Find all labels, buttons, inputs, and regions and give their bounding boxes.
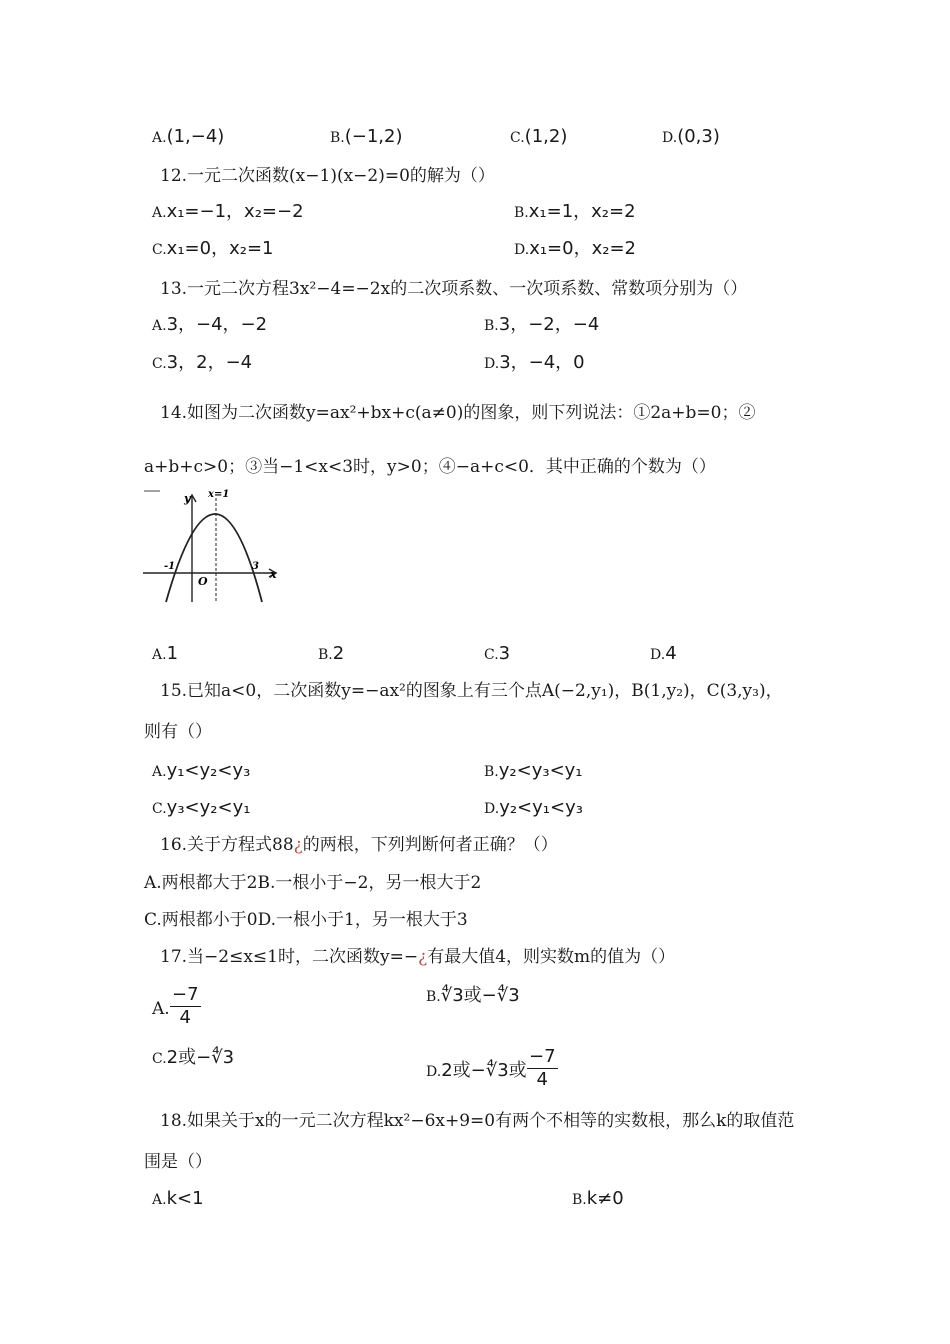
q12-option-c: C.x₁=0，x₂=1 bbox=[152, 238, 274, 259]
q13-stem: 13.一元二次方程3x²−4=−2x的二次项系数、一次项系数、常数项分别为（） bbox=[160, 279, 748, 299]
unrendered-formula-mark: ¿ bbox=[293, 835, 303, 855]
q15-option-b: B.y₂<y₃<y₁ bbox=[484, 760, 583, 781]
q14-stem-line2: a+b+c>0；③当−1<x<3时，y>0；④−a+c<0．其中正确的个数为（） bbox=[144, 457, 716, 477]
q11-option-b: B.(−1,2) bbox=[330, 126, 403, 147]
label-vline: x=1 bbox=[208, 489, 230, 500]
q17-stem: 17.当−2≤x≤1时，二次函数y=−¿有最大值4，则实数m的值为（） bbox=[160, 947, 676, 967]
label-left-root: -1 bbox=[164, 561, 176, 572]
q13-option-b: B.3，−2，−4 bbox=[484, 314, 600, 335]
q14-option-a: A.1 bbox=[152, 643, 179, 664]
q16-options-cd: C.两根都小于0D.一根小于1，另一根大于3 bbox=[144, 910, 468, 930]
label-origin: O bbox=[198, 575, 208, 588]
parabola-curve bbox=[166, 514, 262, 602]
q14-option-c: C.3 bbox=[484, 643, 511, 664]
q12-stem: 12.一元二次函数(x−1)(x−2)=0的解为（） bbox=[160, 166, 495, 186]
q18-option-a: A.k<1 bbox=[152, 1188, 204, 1209]
q11-option-a: A.(1,−4) bbox=[152, 126, 225, 147]
q11-option-c: C.(1,2) bbox=[510, 126, 568, 147]
q14-option-d: D.4 bbox=[650, 643, 677, 664]
q17-option-a-fraction: $\frac{-7}{4}$ bbox=[172, 984, 199, 1028]
q17-option-b: B.∜3或−∜3 bbox=[426, 985, 520, 1006]
q16-options-ab: A.两根都大于2B.一根小于−2，另一根大于2 bbox=[144, 873, 482, 893]
unrendered-formula-mark: ¿ bbox=[418, 947, 428, 967]
q14-option-b: B.2 bbox=[318, 643, 345, 664]
q12-option-b: B.x₁=1，x₂=2 bbox=[514, 201, 636, 222]
q13-option-c: C.3，2，−4 bbox=[152, 352, 253, 373]
q14-parabola-graph bbox=[140, 484, 285, 609]
q13-option-a: A.3，−4，−2 bbox=[152, 314, 268, 335]
q12-option-d: D.x₁=0，x₂=2 bbox=[514, 238, 636, 259]
q15-stem-line2: 则有（） bbox=[144, 722, 212, 742]
q18-option-b: B.k≠0 bbox=[572, 1188, 624, 1209]
label-x: x bbox=[270, 568, 277, 581]
q11-option-d: D.(0,3) bbox=[662, 126, 720, 147]
q17-option-d-fraction: $\frac{-7}{4}$ bbox=[529, 1046, 556, 1090]
q15-option-d: D.y₂<y₁<y₃ bbox=[484, 797, 583, 818]
q12-option-a: A.x₁=−1，x₂=−2 bbox=[152, 201, 304, 222]
q14-stem-line1: 14.如图为二次函数y=ax²+bx+c(a≠0)的图象，则下列说法：①2a+b=0；② bbox=[160, 403, 756, 423]
label-y: y bbox=[184, 492, 191, 505]
q17-option-c: C.2或−∜3 bbox=[152, 1047, 235, 1068]
q15-stem-line1: 15.已知a<0，二次函数y=−ax²的图象上有三个点A(−2,y₁)，B(1,y₂)，C(3,y₃)， bbox=[160, 681, 783, 701]
q16-stem: 16.关于方程式88¿的两根，下列判断何者正确？（） bbox=[160, 835, 558, 855]
q15-option-a: A.y₁<y₂<y₃ bbox=[152, 760, 251, 781]
q13-option-d: D.3，−4，0 bbox=[484, 352, 585, 373]
q15-option-c: C.y₃<y₂<y₁ bbox=[152, 797, 251, 818]
q18-stem-line1: 18.如果关于x的一元二次方程kx²−6x+9=0有两个不相等的实数根，那么k的取值范 bbox=[160, 1111, 795, 1131]
q18-stem-line2: 围是（） bbox=[144, 1152, 212, 1172]
q17-option-a-label: A. bbox=[152, 999, 170, 1019]
q17-option-d: D.2或−∜3或 bbox=[426, 1060, 527, 1081]
label-right-root: 3 bbox=[252, 561, 259, 572]
